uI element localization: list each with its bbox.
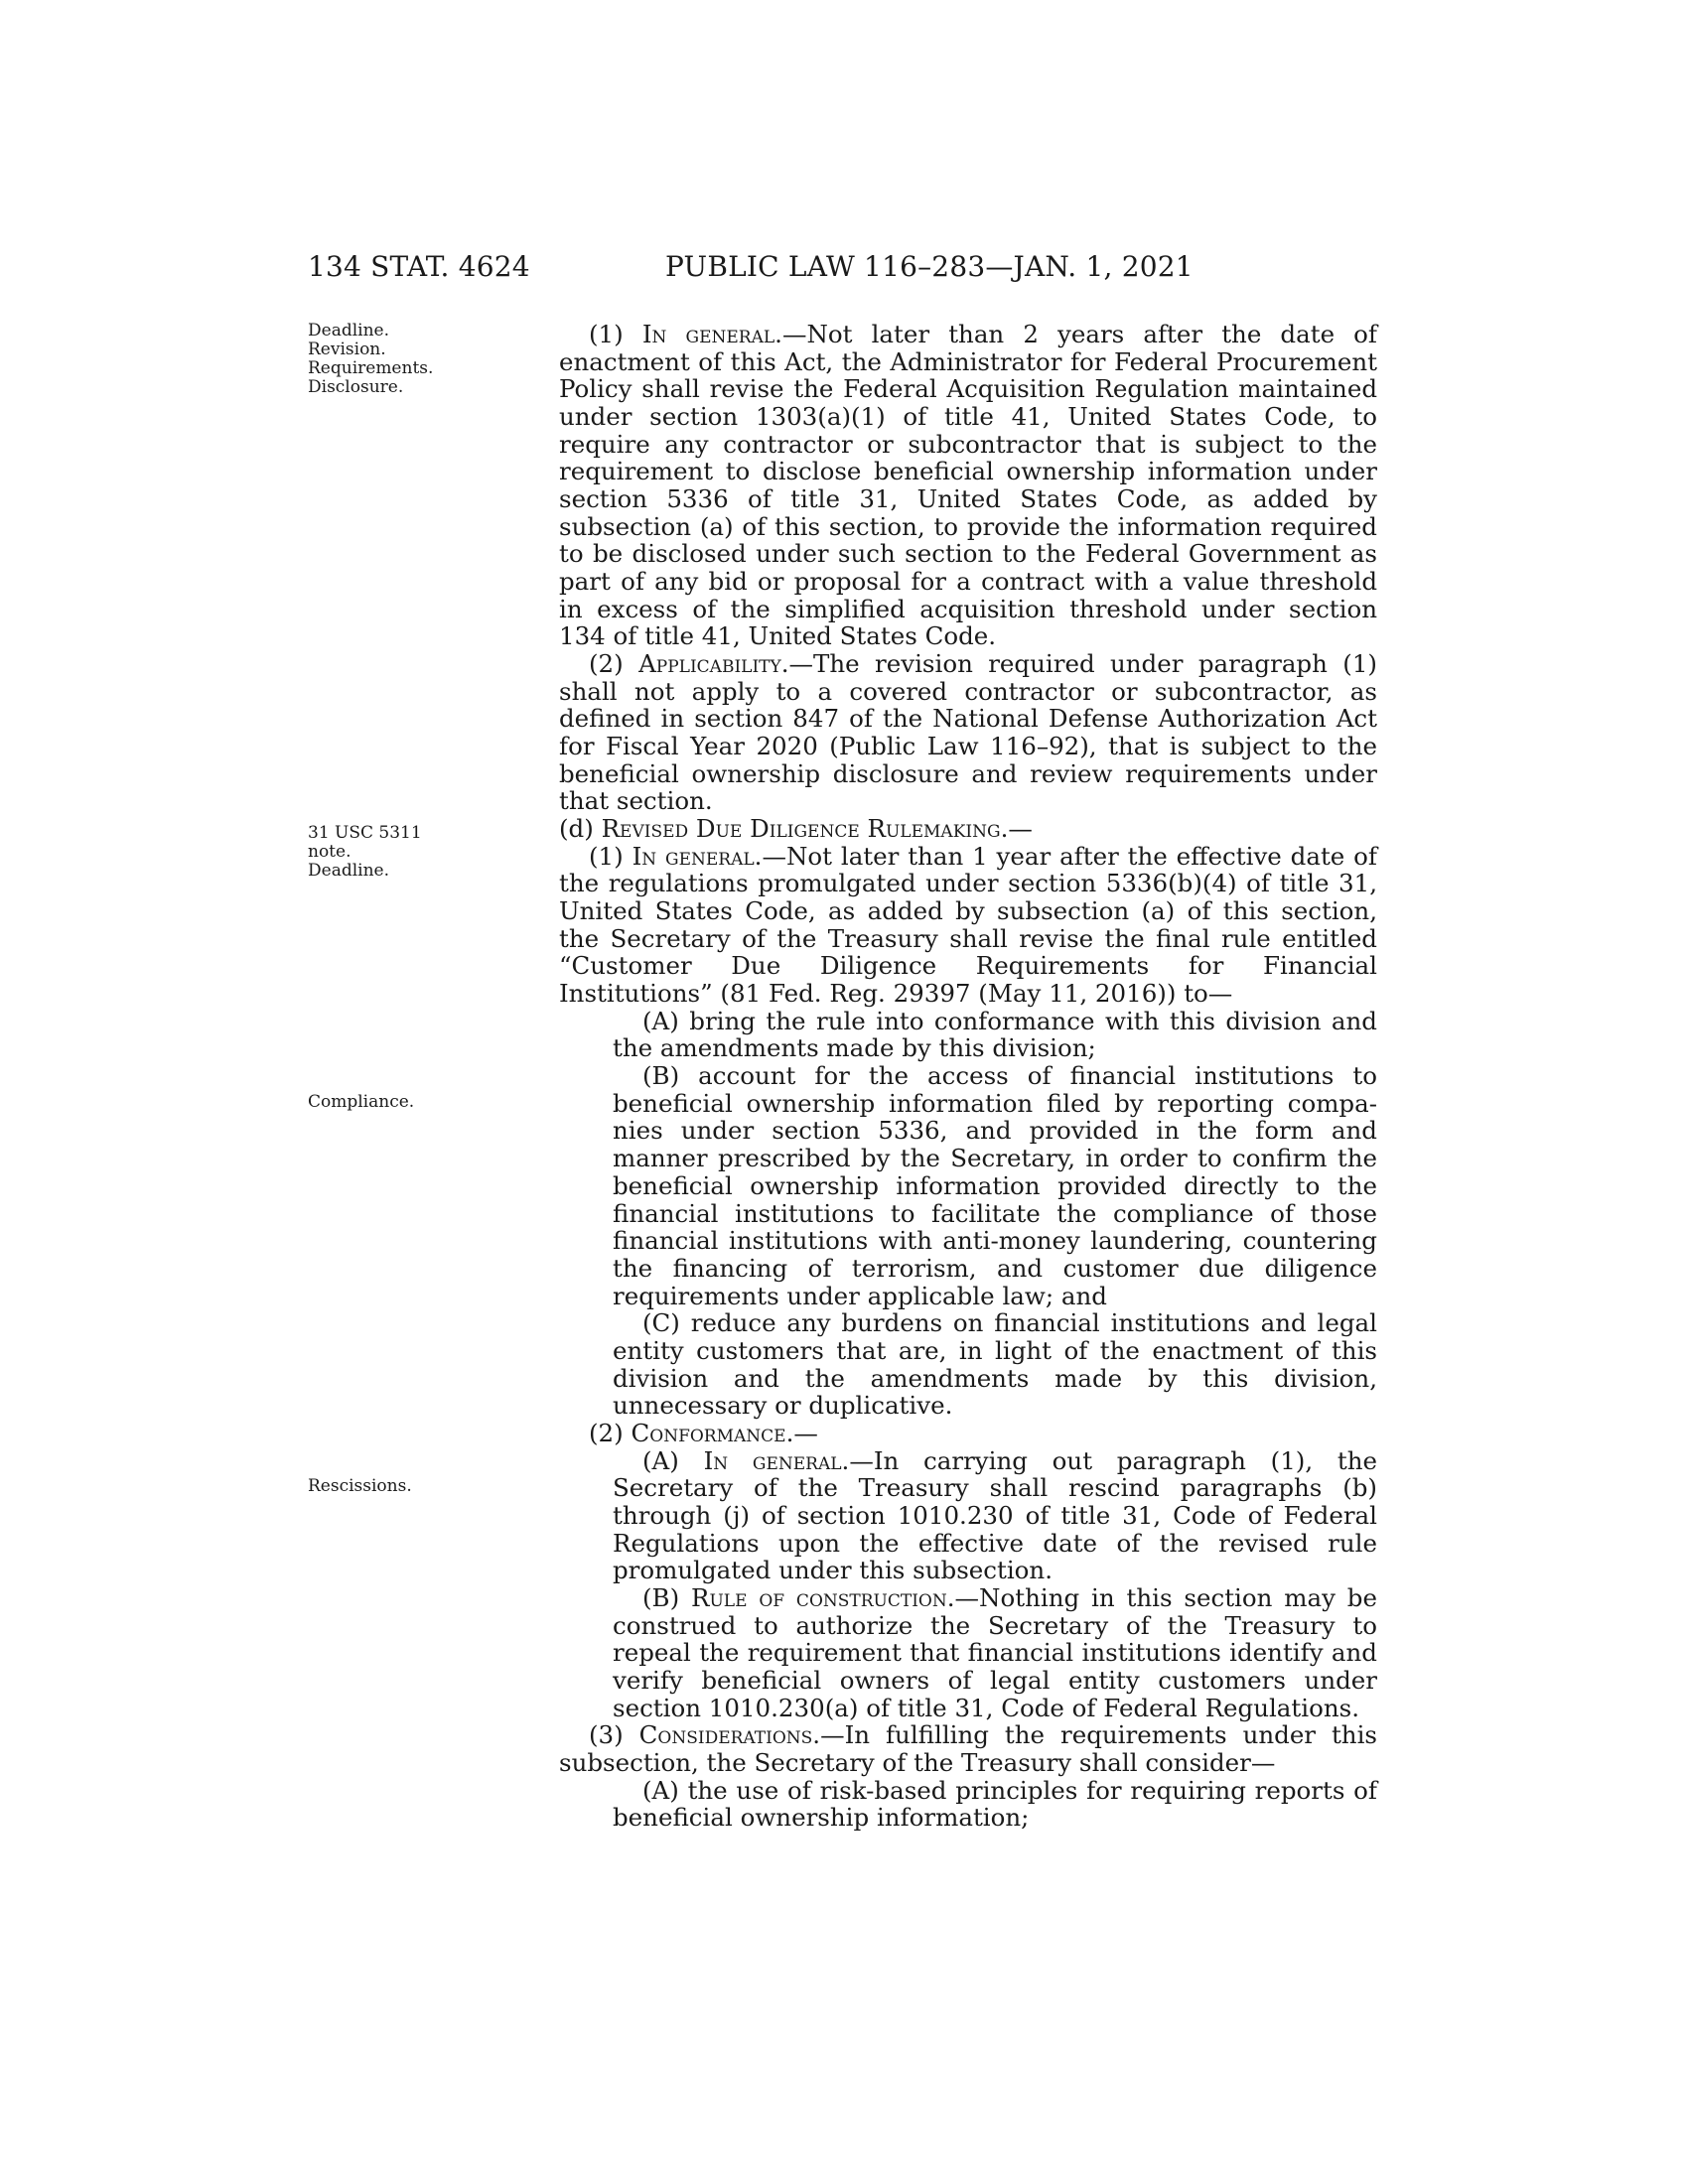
paragraph-heading: Revised Due Diligence Rulemaking [601, 814, 1001, 844]
margin-note [308, 1477, 412, 1496]
subparagraph [559, 1777, 1377, 1832]
paragraph-number: (C) [642, 1308, 680, 1338]
subsection-heading: (d) Revised Due Diligence Rulemaking.— [559, 814, 1033, 844]
subparagraph [559, 1062, 1377, 1309]
paragraph-heading: Applicability [638, 649, 781, 679]
margin-note-line: Rescissions. [308, 1476, 412, 1496]
paragraph: (2) Applicability.—The revision required under paragraph (1) shall not apply to a covered contractor or subcontractor, as defined in section 847 of the National Defense Authorization Act for Fiscal Year 2020 (Public Law 116–92), that is subject to the beneficial ownership disclosure and review requirements under that section. [559, 649, 1377, 816]
margin-note [308, 824, 422, 881]
paragraph-text: The revision required under paragraph (1) shall not apply to a covered contractor or subcontractor, as defined in section 847 of the National Defense Authorization Act for Fiscal Year 2020 (Public Law 116–92), that is subject to the beneficial ownership disclosure and review requirements under that section. [559, 649, 1377, 816]
paragraph-heading: In general [632, 841, 755, 871]
subparagraph [559, 1008, 1377, 1062]
paragraph: (1) In general.—Not later than 1 year after the effective date of the regulations promulgated under section 5336(b)(4) of title 31, United States Code, as added by subsection (a) of this section, the Secretary of the Treasury shall revise the final rule entitled “Customer Due Diligence Requirements for Financial Institutions” (81 Fed. Reg. 29397 (May 11, 2016)) to— [559, 841, 1377, 1009]
paragraph-number: (1) [589, 320, 624, 348]
margin-note-line: Deadline. [308, 861, 389, 881]
paragraph-number: (3) [589, 1720, 624, 1750]
paragraph-text: reduce any burdens on financial institutions and legal entity customers that are, in light of the enactment of this division and the amendments made by this division, unnecessary or duplicative. [613, 1308, 1377, 1421]
paragraph-heading: Conformance [631, 1418, 786, 1447]
paragraph-text: the use of risk-based principles for requiring reports of beneficial ownership information; [613, 1775, 1377, 1833]
paragraph-text: bring the rule into conformance with this division and the amendments made by this division; [613, 1006, 1377, 1063]
paragraph: (2) Conformance.— [589, 1418, 818, 1447]
paragraph-heading: Considerations [638, 1720, 813, 1750]
paragraph-heading: Rule of construction [691, 1582, 947, 1612]
paragraph: (3) Considerations.—In fulfilling the requirements under this subsection, the Secretary of the Treasury shall consider— [559, 1720, 1377, 1777]
paragraph-number: (2) [589, 649, 624, 679]
margin-note-line: note. [308, 842, 352, 862]
margin-note-line: Disclosure. [308, 377, 404, 397]
subparagraph [559, 1309, 1377, 1420]
paragraph-text: In carrying out paragraph (1), the Secretary of the Treasury shall rescind paragraphs (b) through (j) of section 1010.230 of title 31, Code of Federal Regulations upon the effective date of the revised rule promulgated under this subsection. [613, 1445, 1377, 1585]
paragraph-text: Not later than 2 years after the date of enactment of this Act, the Administrator for Federal Procurement Policy shall revise the Federal Acquisition Regulation maintained under section 1303(a)(1) of title 41, United States Code, to require any contractor or subcontractor that is subject to the requirement to disclose beneficial ownership information under section 5336 of title 31, United States Code, as added by subsection (a) of this section, to provide the information required to be disclosed under such section to the Federal Government as part of any bid or proposal for a contract with a value threshold in excess of the simplified acquisition threshold under section 134 of title 41, United States Code. [559, 320, 1377, 651]
paragraph-text: Not later than 1 year after the effective date of the regulations promulgated under section 5336(b)(4) of title 31, United States Code, as added by subsection (a) of this section, the Secretary of the Treasury shall revise the final rule entitled “Customer Due Diligence Requirements for Financial Institutions” (81 Fed. Reg. 29397 (May 11, 2016)) to— [559, 841, 1377, 1009]
paragraph-number: (B) [642, 1061, 680, 1091]
paragraph-number: (B) [642, 1582, 680, 1612]
margin-note [308, 1093, 414, 1112]
margin-note-line: Revision. [308, 340, 386, 359]
running-head: PUBLIC LAW 116–283—JAN. 1, 2021 [665, 250, 1194, 283]
margin-note-line: Compliance. [308, 1092, 415, 1112]
paragraph-heading: In general [703, 1445, 842, 1475]
paragraph-number: (A) [642, 1775, 679, 1805]
page-header [308, 250, 1380, 290]
statute-text [559, 321, 1377, 1832]
margin-note-line: Requirements. [308, 358, 434, 378]
paragraph-text: In fulfilling the requirements under this subsection, the Secretary of the Treasury shall consider— [559, 1720, 1377, 1777]
paragraph-heading: In general [641, 320, 775, 348]
paragraph-number: (A) [642, 1445, 679, 1475]
paragraph-number: (d) [559, 814, 594, 844]
paragraph: (1) In general.—Not later than 2 years after the date of enactment of this Act, the Administrator for Federal Procurement Policy shall revise the Federal Acquisition Regulation maintained under section 1303(a)(1) of title 41, United States Code, to require any contractor or subcontractor that is subject to the requirement to disclose beneficial ownership information under section 5336 of title 31, United States Code, as added by subsection (a) of this section, to provide the information required to be disclosed under such section to the Federal Government as part of any bid or proposal for a contract with a value threshold in excess of the simplified acquisition threshold under section 134 of title 41, United States Code. [559, 320, 1377, 651]
paragraph-number: (2) [589, 1418, 624, 1447]
subparagraph: (B) Rule of construction.—Nothing in this section may be construed to authorize the Secretary of the Treasury to repeal the requirement that financial institutions identify and verify beneficial owners of legal entity customers under section 1010.230(a) of title 31, Code of Federal Regulations. [613, 1582, 1377, 1722]
paragraph-text: Nothing in this section may be construed to authorize the Secretary of the Treasury to repeal the requirement that financial institutions identify and verify beneficial owners of legal entity customers under section 1010.230(a) of title 31, Code of Federal Regulations. [613, 1582, 1377, 1722]
subparagraph: (A) In general.—In carrying out paragraph (1), the Secretary of the Treasury shall rescind paragraphs (b) through (j) of section 1010.230 of title 31, Code of Federal Regulations upon the effective date of the revised rule promulgated under this subsection. [613, 1445, 1377, 1585]
statute-page-number: 134 STAT. 4624 [308, 250, 530, 283]
margin-note-line: 31 USC 5311 [308, 823, 422, 843]
paragraph-number: (A) [642, 1006, 679, 1035]
paragraph-text: account for the access of financial institutions to beneficial ownership information filed by reporting companies under section 5336, and provided in the form and manner prescribed by the Secretary, in order to confirm the beneficial ownership information provided directly to the financial institutions to facilitate the compliance of those financial institutions with anti-money laundering, countering the financing of terrorism, and customer due diligence requirements under applicable law; and [613, 1061, 1377, 1310]
margin-note [308, 322, 433, 397]
paragraph-number: (1) [589, 841, 624, 871]
margin-note-line: Deadline. [308, 321, 389, 341]
